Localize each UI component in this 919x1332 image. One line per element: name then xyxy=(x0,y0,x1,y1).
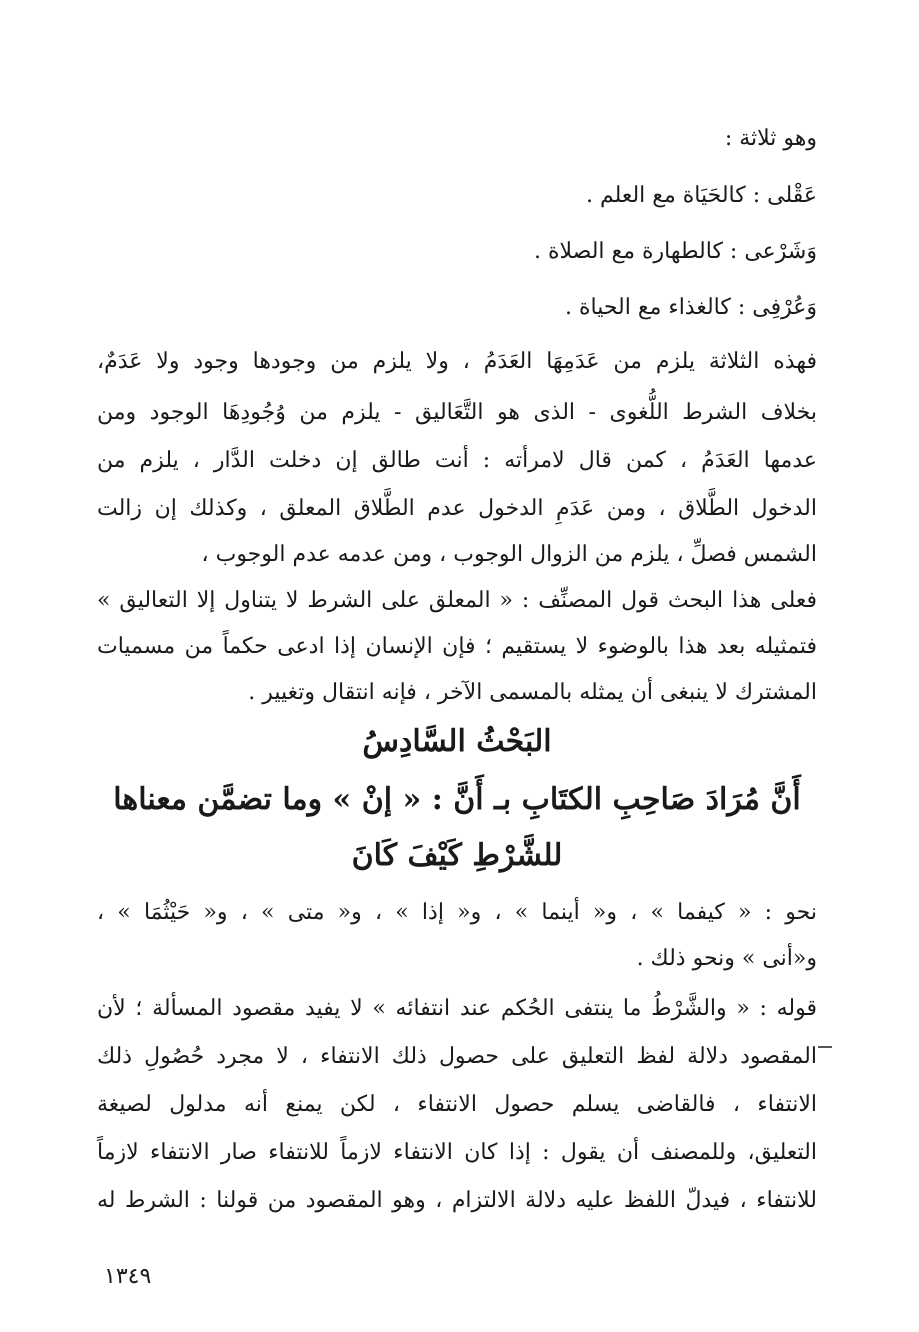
text-line-17: الانتفاء ، فالقاضى يسلم حصول الانتفاء ، لكن يمنع أنه مدلول لصيغة xyxy=(97,1092,817,1117)
text-line-8: الدخول الطَّلاق ، ومن عَدَمِ الدخول عدم الطَّلاق المعلق ، وكذلك إن زالت xyxy=(97,496,817,521)
text-line-1: وهو ثلاثة : xyxy=(724,126,817,151)
text-line-5: فهذه الثلاثة يلزم من عَدَمِهَا العَدَمُ ، ولا يلزم من وجودها وجود ولا عَدَمٌ، xyxy=(97,349,817,374)
section-heading: البَحْثُ السَّادِسُ xyxy=(362,724,552,759)
text-line-12: المشترك لا ينبغى أن يمثله بالمسمى الآخر ، فإنه انتقال وتغيير . xyxy=(248,680,817,705)
text-line-6: بخلاف الشرط اللُّغوى - الذى هو التَّعَاليق - يلزم من وُجُودِهَا الوجود ومن xyxy=(97,400,817,425)
section-subheading-2: للشَّرْطِ كَيْفَ كَانَ xyxy=(351,838,563,873)
text-line-16: المقصود دلالة لفظ التعليق على حصول ذلك الانتفاء ، لا مجرد حُصُولِ ذلك xyxy=(97,1044,817,1069)
text-line-2: عَقْلى : كالحَيَاة مع العلم . xyxy=(585,183,817,208)
text-line-3: وَشَرْعى : كالطهارة مع الصلاة . xyxy=(534,239,817,264)
text-line-19: للانتفاء ، فيدلّ اللفظ عليه دلالة الالتزام ، وهو المقصود من قولنا : الشرط له xyxy=(97,1188,817,1213)
section-subheading-1: أَنَّ مُرَادَ صَاحِبِ الكتَابِ بـ أَنَّ : « إنْ » وما تضمَّن معناها xyxy=(113,782,801,817)
text-line-7: عدمها العَدَمُ ، كمن قال لامرأته : أنت طالق إن دخلت الدَّار ، يلزم من xyxy=(97,448,817,473)
text-line-15: قوله : « والشَّرْطُ ما ينتفى الحُكم عند انتفائه » لا يفيد مقصود المسألة ؛ لأن xyxy=(97,996,817,1021)
text-line-10: فعلى هذا البحث قول المصنِّف : « المعلق على الشرط لا يتناول إلا التعاليق » xyxy=(97,588,817,613)
text-line-11: فتمثيله بعد هذا بالوضوء لا يستقيم ؛ فإن الإنسان إذا ادعى حكماً من مسميات xyxy=(97,634,817,659)
text-line-4: وَعُرْفِى : كالغذاء مع الحياة . xyxy=(565,295,817,320)
text-line-18: التعليق، وللمصنف أن يقول : إذا كان الانتفاء لازماً للانتفاء صار الانتفاء لازماً xyxy=(97,1140,817,1165)
margin-mark xyxy=(818,1046,832,1048)
text-line-14: و«أنى » ونحو ذلك . xyxy=(636,946,817,971)
page-number: ١٣٤٩ xyxy=(104,1264,152,1289)
text-line-9: الشمس فصلِّ ، يلزم من الزوال الوجوب ، ومن عدمه عدم الوجوب ، xyxy=(201,542,817,567)
text-line-13: نحو : « كيفما » ، و« أينما » ، و« إذا » ، و« متى » ، و« حَيْثُمَا » ، xyxy=(97,900,817,925)
